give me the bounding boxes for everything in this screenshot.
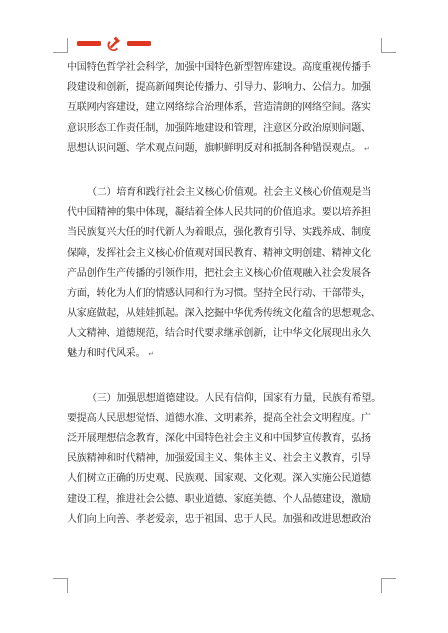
text-line: 人们向上向善、孝老爱亲，忠于祖国、忠于人民。加强和改进思想政治 (67, 513, 371, 525)
text-line: （二）培育和践行社会主义核心价值观。社会主义核心价值观是当 (87, 186, 372, 198)
text-line: （三）加强思想道德建设。人民有信仰，国家有力量，民族有希望。 (87, 392, 381, 404)
text-line: 人们树立正确的历史观、民族观、国家观、文化观。深入实施公民道德 (67, 473, 371, 485)
text-line (67, 344, 382, 364)
text-line: 建设工程，推进社会公德、职业道德、家庭美德、个人品德建设，激励 (67, 493, 371, 505)
document-body (67, 58, 382, 530)
text-line: 当民族复兴大任的时代新人为着眼点，强化教育引导、实践养成、制度 (67, 227, 371, 239)
text-line: 民族精神和时代精神，加强爱国主义、集体主义、社会主义教育，引导 (67, 453, 371, 465)
paragraph-core-values (67, 183, 382, 365)
margin-corner-bottom-left (53, 578, 68, 593)
margin-corner-bottom-right (381, 578, 396, 593)
text-line: 要提高人民思想觉悟、道德水准、文明素养，提高全社会文明程度。广 (67, 412, 371, 424)
text-line: 段建设和创新，提高新闻舆论传播力、引导力、影响力、公信力。加强 (67, 82, 371, 94)
paragraph-mark-icon: ↵ (148, 350, 155, 359)
text-line (67, 139, 382, 159)
text-line: 代中国精神的集中体现，凝结着全体人民共同的价值追求。要以培养担 (67, 207, 371, 219)
text-line: 人文精神、道德规范，结合时代要求继承创新，让中华文化展现出永久 (67, 328, 371, 340)
text-line: 方面，转化为人们的情感认同和行为习惯。坚持全民行动、干部带头， (67, 287, 371, 299)
margin-corner-top-left (53, 38, 68, 53)
party-emblem-header-icon (77, 36, 151, 52)
text-segment: 思想认识问题、学术观点问题，旗帜鲜明反对和抵制各种错误观点。 (67, 142, 361, 154)
text-line: 保障，发挥社会主义核心价值观对国民教育、精神文明创建、精神文化 (67, 247, 371, 259)
text-line: 从家庭做起，从娃娃抓起。深入挖掘中华优秀传统文化蕴含的思想观念、 (67, 308, 381, 320)
text-line: 意识形态工作责任制，加强阵地建设和管理，注意区分政治原则问题、 (67, 122, 371, 134)
text-line: 泛开展理想信念教育，深化中国特色社会主义和中国梦宣传教育，弘扬 (67, 433, 371, 444)
text-segment: 中国特色哲学社会科学，加强中国特色新型智库建设。高度重视传播手 (67, 62, 371, 73)
text-line (67, 58, 382, 78)
text-line: 产品创作生产传播的引领作用，把社会主义核心价值观融入社会发展各 (67, 267, 371, 279)
margin-corner-top-right (381, 38, 396, 53)
text-line: 互联网内容建设，建立网络综合治理体系，营造清朗的网络空间。落实 (67, 102, 371, 114)
paragraph-mark-icon: ↵ (364, 144, 370, 153)
paragraph-moral-building (67, 389, 382, 530)
paragraph-ideology (67, 58, 382, 159)
text-segment: 魅力和时代风采。 (67, 348, 146, 360)
